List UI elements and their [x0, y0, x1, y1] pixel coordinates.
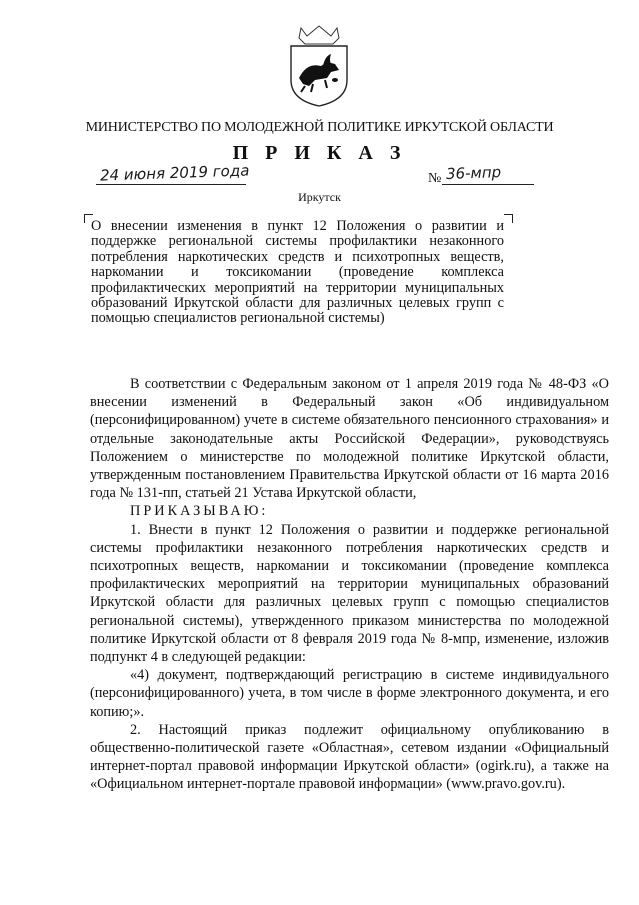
item-1-paragraph: 1. Внести в пункт 12 Положения о развитии и поддержке региональной системы профилактики незаконного потребления наркотических средств и психотропных веществ, наркомании и токсикомании (проведение комплекса профилактических мероприятий на территории муниципальных образований Иркутской области для различных целевых групп с помощью специалистов региональной системы), утвержденного приказом министерства по молодежной политике Иркутской области от 8 февраля 2019 года № 8-мпр, изменение, изложив подпункт 4 в следующей редакции:	[90, 521, 609, 666]
document-type-title: П Р И К А З	[232, 142, 407, 164]
handwritten-number: 36-мпр	[445, 163, 502, 183]
item-1-quote-paragraph: «4) документ, подтверждающий регистрацию в системе индивидуального (персонифицированного) учета, в том числе в форме электронного документа, и его копию;».	[90, 667, 609, 720]
date-underline	[96, 184, 246, 185]
subject-heading: О внесении изменения в пункт 12 Положения о развитии и поддержке региональной системы профилактики незаконного потребления наркотических средств и психотропных веществ, наркомании и токсикомании (проведение комплекса профилактических мероприятий на территории муниципальных образований Иркутской области для различных целевых групп с помощью специалистов региональной системы)	[91, 218, 504, 327]
item-2-paragraph: 2. Настоящий приказ подлежит официальному опубликованию в общественно-политической газете «Областная», сетевом издании «Официальный интернет-портал правовой информации Иркутской области» (ogirk.ru), а также на «Официальном интернет-портале правовой информации» (www.pravo.gov.ru).	[90, 721, 609, 793]
number-underline	[442, 184, 534, 185]
ministry-title: МИНИСТЕРСТВО ПО МОЛОДЕЖНОЙ ПОЛИТИКЕ ИРКУТСКОЙ ОБЛАСТИ	[85, 120, 554, 135]
city-label: Иркутск	[298, 190, 341, 204]
handwritten-date: 24 июня 2019 года	[99, 161, 250, 185]
document-body	[90, 375, 609, 794]
preamble-paragraph: В соответствии с Федеральным законом от 1 апреля 2019 года № 48-ФЗ «О внесении изменений в Федеральный закон «Об индивидуальном (персонифицированном) учете в системе обязательного пенсионного страхования» и отдельные законодательные акты Российской Федерации», руководствуясь Положением о министерстве по молодежной политике Иркутской области, утвержденным постановлением Правительства Иркутской области от 16 марта 2016 года № 131-пп, статьей 21 Устава Иркутской области,	[90, 376, 609, 502]
number-label: №	[428, 171, 442, 186]
order-word: ПРИКАЗЫВАЮ:	[130, 503, 269, 520]
coat-of-arms-icon	[287, 22, 351, 108]
subject-bracket-right	[504, 214, 513, 223]
